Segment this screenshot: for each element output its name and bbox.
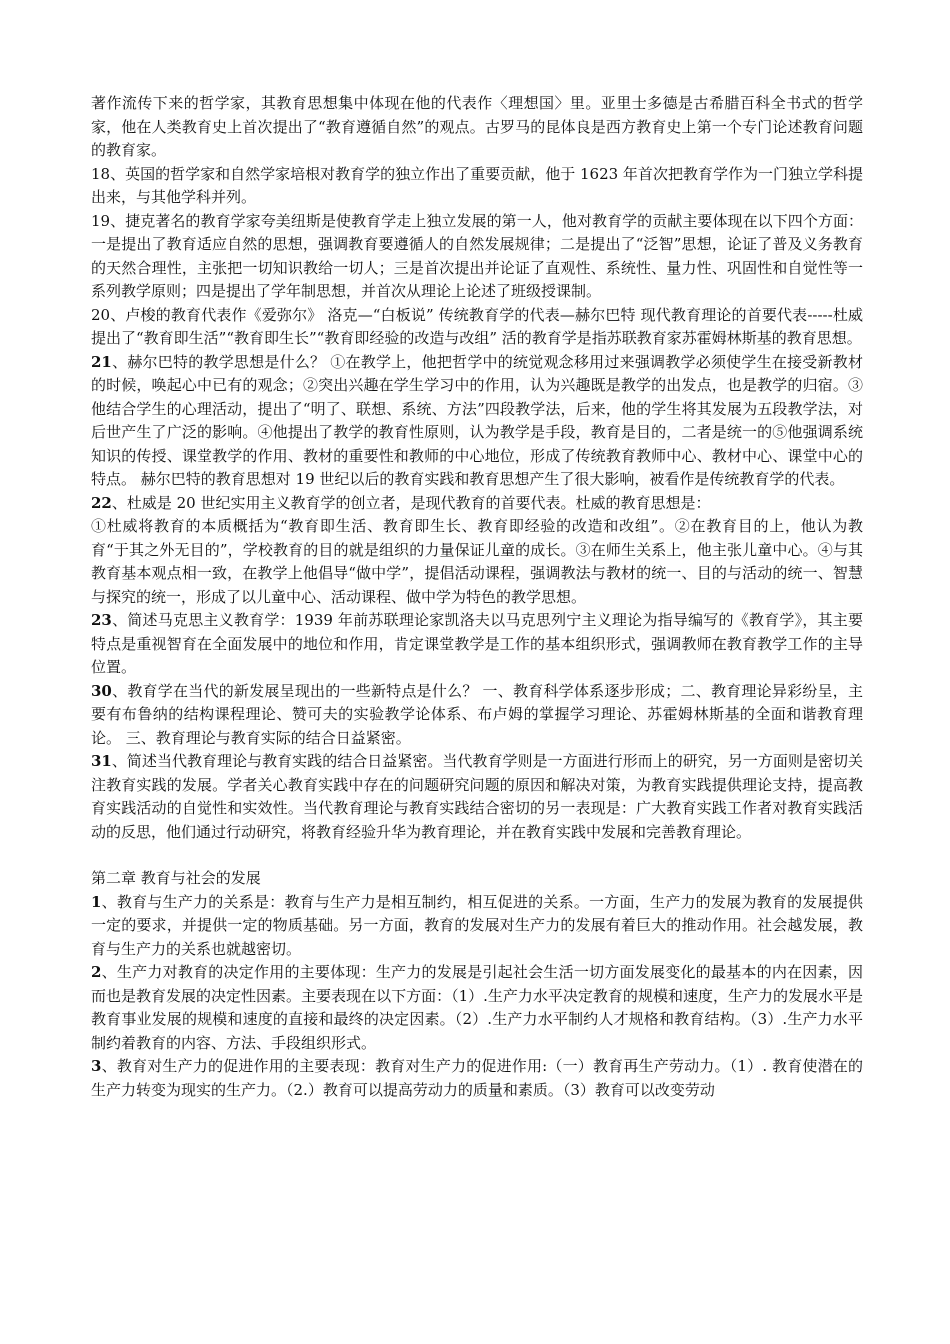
paragraph-22-detail <box>91 515 863 609</box>
chapter-paragraph-2 <box>91 961 863 1055</box>
paragraph-text: 著作流传下来的哲学家，其教育思想集中体现在他的代表作〈理想国〉里。亚里士多德是古希腊百科全书式的哲学家，他在人类教育史上首次提出了“教育遵循自然”的观点。古罗马的昆体良是西方教育史上第一个专门论述教育问题的教育家。 <box>91 94 863 159</box>
paragraph-20 <box>91 304 863 351</box>
paragraph-text: 、教育学在当代的新发展呈现出的一些新特点是什么？ 一、教育科学体系逐步形成；二、教育理论异彩纷呈，主要有布鲁纳的结构课程理论、赞可夫的实验教学论体系、布卢姆的掌握学习理论、苏霍姆林斯基的全面和谐教育理论。 三、教育理论与教育实际的结合日益紧密。 <box>91 681 863 747</box>
paragraph-text: 、教育与生产力的关系是：教育与生产力是相互制约，相互促进的关系。一方面，生产力的发展为教育的发展提供一定的要求，并提供一定的物质基础。另一方面，教育的发展对生产力的发展有着巨大的推动作用。社会越发展，教育与生产力的关系也就越密切。 <box>91 892 863 958</box>
chapter-paragraph-1 <box>91 891 863 962</box>
chapter-heading: 第二章 教育与社会的发展 <box>91 869 261 887</box>
paragraph-23 <box>91 609 863 680</box>
paragraph-intro <box>91 92 863 163</box>
paragraph-text: 、简述马克思主义教育学：1939 年前苏联理论家凯洛夫以马克思列宁主义理论为指导编写的《教育学》，其主要特点是重视智育在全面发展中的地位和作用，肯定课堂教学是工作的基本组织形式，强调教师在教育教学工作的主导位置。 <box>91 611 863 676</box>
paragraph-number: 30 <box>91 681 112 700</box>
paragraph-text: 18、英国的哲学家和自然学家培根对教育学的独立作出了重要贡献，他于 1623 年首次把教育学作为一门独立学科提出来，与其他学科并列。 <box>91 164 863 206</box>
paragraph-number: 2 <box>91 963 102 981</box>
paragraph-number: 31 <box>91 752 112 770</box>
paragraph-number: 22 <box>91 493 112 512</box>
paragraph-text: 、简述当代教育理论与教育实践的结合日益紧密。当代教育学则是一方面进行形而上的研究，另一方面则是密切关注教育实践的发展。学者关心教育实践中存在的问题研究问题的原因和解决对策，为教育实践提供理论支持，提高教育实践活动的自觉性和实效性。当代教育理论与教育实践结合密切的另一表现是：广大教育实践工作者对教育实践活动的反思，他们通过行动研究，将教育经验升华为教育理论，并在教育实践中发展和完善教育理论。 <box>91 752 863 841</box>
paragraph-text: ①杜威将教育的本质概括为“教育即生活、教育即生长、教育即经验的改造和改组”。②在教育目的上，他认为教育“于其之外无目的”，学校教育的目的就是组织的力量保证儿童的成长。③在师生关系上，他主张儿童中心。④与其教育基本观点相一致，在教学上他倡导“做中学”，提倡活动课程，强调教法与教材的统一、目的与活动的统一、智慧与探究的统一，形成了以儿童中心、活动课程、做中学为特色的教学思想。 <box>91 517 863 606</box>
paragraph-number: 3 <box>91 1057 102 1075</box>
paragraph-text: 、生产力对教育的决定作用的主要体现：生产力的发展是引起社会生活一切方面发展变化的最基本的内在因素，因而也是教育发展的决定性因素。主要表现在以下方面：（1）.生产力水平决定教育的规模和速度，生产力的发展水平是教育事业发展的规模和速度的直接和最终的决定因素。（2）.生产力水平制约人才规格和教育结构。（3）.生产力水平制约着教育的内容、方法、手段组织形式。 <box>91 963 863 1052</box>
paragraph-31 <box>91 750 863 844</box>
chapter-paragraph-3 <box>91 1055 863 1102</box>
paragraph-21 <box>91 351 863 492</box>
document-page <box>91 92 863 1102</box>
paragraph-text: 20、卢梭的教育代表作《爱弥尔》 洛克—“白板说” 传统教育学的代表—赫尔巴特 现代教育理论的首要代表-----杜威提出了“教育即生活”“教育即生长”“教育即经验的改造与改组” 活的教育学是指苏联教育家苏霍姆林斯基的教育思想。 <box>91 305 863 347</box>
paragraph-text: 19、捷克著名的教育学家夸美纽斯是使教育学走上独立发展的第一人，他对教育学的贡献主要体现在以下四个方面：一是提出了教育适应自然的思想，强调教育要遵循人的自然发展规律；二是提出了“泛智”思想，论证了普及义务教育的天然合理性，主张把一切知识教给一切人；三是首次提出并论证了直观性、系统性、量力性、巩固性和自觉性等一系列教学原则；四是提出了学年制思想，并首次从理论上论述了班级授课制。 <box>91 211 863 300</box>
paragraph-text: 、赫尔巴特的教学思想是什么？ ①在教学上，他把哲学中的统觉观念移用过来强调教学必须使学生在接受新教材的时候，唤起心中已有的观念；②突出兴趣在学生学习中的作用，认为兴趣既是教学的出发点，也是教学的归宿。③他结合学生的心理活动，提出了“明了、联想、系统、方法”四段教学法，后来，他的学生将其发展为五段教学法，对后世产生了广泛的影响。④他提出了教学的教育性原则，认为教学是手段，教育是目的，二者是统一的⑤他强调系统知识的传授、课堂教学的作用、教材的重要性和教师的中心地位，形成了传统教育教师中心、教材中心、课堂中心的特点。 赫尔巴特的教育思想对 19 世纪以后的教育实践和教育思想产生了很大影响，被看作是传统教育学的代表。 <box>91 352 863 488</box>
paragraph-30 <box>91 680 863 751</box>
paragraph-text: 、教育对生产力的促进作用的主要表现：教育对生产力的促进作用:（一）教育再生产劳动力。（1）. 教育使潜在的生产力转变为现实的生产力。（2.）教育可以提高劳动力的质量和素质。（3）教育可以改变劳动 <box>91 1057 863 1099</box>
paragraph-text: 、杜威是 20 世纪实用主义教育学的创立者，是现代教育的首要代表。杜威的教育思想是： <box>111 493 711 512</box>
paragraph-18 <box>91 163 863 210</box>
paragraph-number: 23 <box>91 611 112 629</box>
paragraph-number: 1 <box>91 892 102 911</box>
paragraph-number: 21 <box>91 352 112 371</box>
paragraph-19 <box>91 210 863 304</box>
paragraph-22 <box>91 492 863 516</box>
section-spacer <box>91 844 863 867</box>
